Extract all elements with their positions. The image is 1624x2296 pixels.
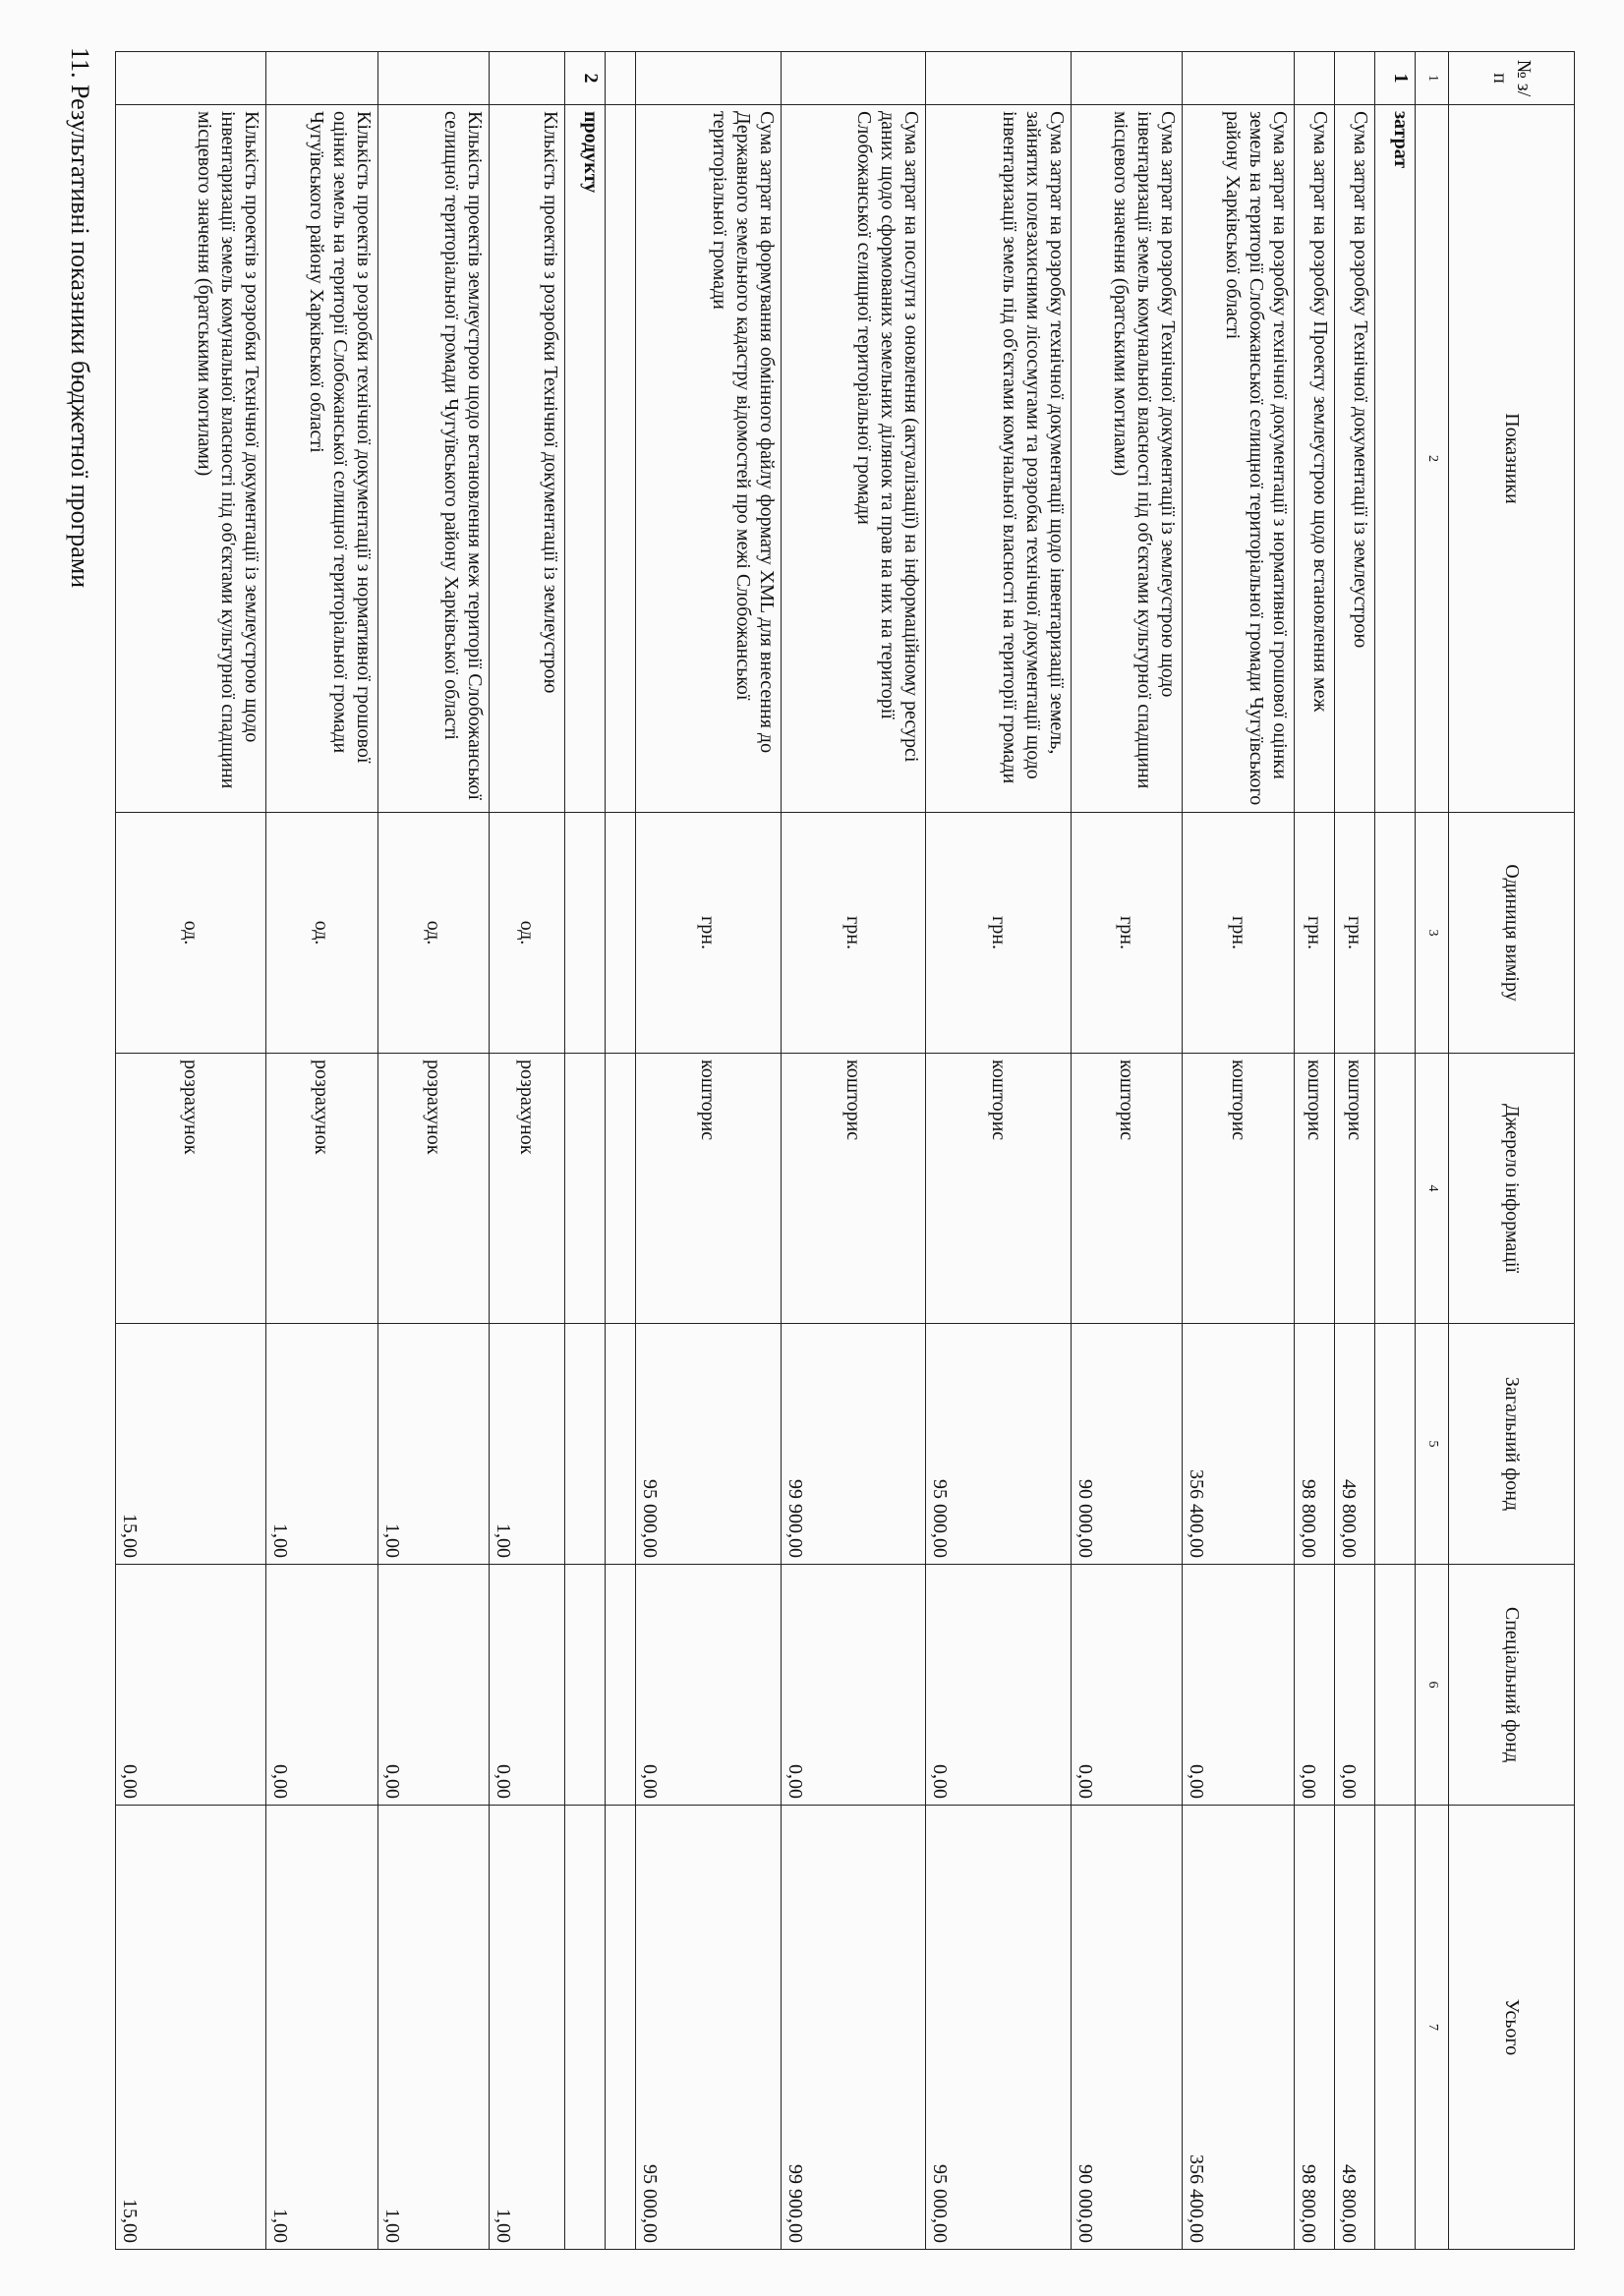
indicator-cell: Сума затрат на формування обмінного файлу формату XML для внесення до Державного земельного кадастру відомостей про межі Слобожанської територіальної громади xyxy=(636,105,782,813)
general-fund-cell: 99 900,00 xyxy=(781,1324,926,1565)
header-num: № з/п xyxy=(1449,52,1575,105)
special-fund-cell: 0,00 xyxy=(781,1565,926,1806)
total-cell: 1,00 xyxy=(377,1806,490,2250)
general-fund-cell: 15,00 xyxy=(116,1324,266,1565)
unit-cell: грн. xyxy=(636,813,782,1054)
section-num: 2 xyxy=(564,52,605,105)
table-row xyxy=(1334,52,1374,2250)
indicator-cell: Сума затрат на розробку Технічної документації із землеустрою xyxy=(1334,105,1374,813)
total-cell: 356 400,00 xyxy=(1183,1806,1294,2250)
general-fund-cell: 1,00 xyxy=(490,1324,565,1565)
table-row xyxy=(266,52,378,2250)
header-general: Загальний фонд xyxy=(1449,1324,1575,1565)
section-row-costs xyxy=(1375,52,1416,2250)
table-row xyxy=(377,52,490,2250)
general-fund-cell: 95 000,00 xyxy=(636,1324,782,1565)
general-fund-cell: 356 400,00 xyxy=(1183,1324,1294,1565)
indicator-cell: Кількість проектів з розробки Технічної документації із землеустрою xyxy=(490,105,565,813)
unit-cell: грн. xyxy=(1071,813,1182,1054)
source-cell: кошторис xyxy=(1183,1054,1294,1324)
section-label: продукту xyxy=(564,105,605,813)
unit-cell: од. xyxy=(266,813,378,1054)
col-number: 7 xyxy=(1416,1806,1449,2250)
table-row xyxy=(1294,52,1334,2250)
table-row xyxy=(1071,52,1182,2250)
table-row xyxy=(781,52,926,2250)
section-row-product xyxy=(564,52,605,2250)
source-cell: розрахунок xyxy=(266,1054,378,1324)
col-number: 1 xyxy=(1416,52,1449,105)
page-title: 11. Результативні показники бюджетної програми xyxy=(66,47,94,589)
total-cell: 98 800,00 xyxy=(1294,1806,1334,2250)
total-cell: 15,00 xyxy=(116,1806,266,2250)
indicator-cell: Сума затрат на розробку технічної документації з нормативної грошової оцінки земель на території Слобожанської селищної територіальної громади Чугуївського району Харківської області xyxy=(1183,105,1294,813)
section-num: 1 xyxy=(1375,52,1416,105)
total-cell: 95 000,00 xyxy=(636,1806,782,2250)
total-cell: 1,00 xyxy=(266,1806,378,2250)
general-fund-cell: 1,00 xyxy=(266,1324,378,1565)
source-cell: кошторис xyxy=(1294,1054,1334,1324)
special-fund-cell: 0,00 xyxy=(266,1565,378,1806)
total-cell: 90 000,00 xyxy=(1071,1806,1182,2250)
row-num xyxy=(636,52,782,105)
special-fund-cell: 0,00 xyxy=(1334,1565,1374,1806)
special-fund-cell: 0,00 xyxy=(1294,1565,1334,1806)
general-fund-cell: 95 000,00 xyxy=(926,1324,1072,1565)
unit-cell: од. xyxy=(116,813,266,1054)
row-num xyxy=(1071,52,1182,105)
col-number: 3 xyxy=(1416,813,1449,1054)
indicator-cell: Сума затрат на послуги з оновлення (актуалізації) на інформаційному ресурсі даних щодо сформованих земельних ділянок та прав на них на території Слобожанської селищної територіальної громади xyxy=(781,105,926,813)
header-indicator: Показники xyxy=(1449,105,1575,813)
indicators-table xyxy=(115,51,1575,2250)
source-cell: кошторис xyxy=(1334,1054,1374,1324)
col-number: 2 xyxy=(1416,105,1449,813)
table-row xyxy=(116,52,266,2250)
indicator-cell: Сума затрат на розробку Проекту землеустрою щодо встановлення меж xyxy=(1294,105,1334,813)
header-source: Джерело інформації xyxy=(1449,1054,1575,1324)
total-cell: 99 900,00 xyxy=(781,1806,926,2250)
special-fund-cell: 0,00 xyxy=(1071,1565,1182,1806)
col-number: 6 xyxy=(1416,1565,1449,1806)
row-num xyxy=(116,52,266,105)
header-unit: Одиниця виміру xyxy=(1449,813,1575,1054)
source-cell: розрахунок xyxy=(490,1054,565,1324)
general-fund-cell: 49 800,00 xyxy=(1334,1324,1374,1565)
general-fund-cell: 1,00 xyxy=(377,1324,490,1565)
header-special: Спеціальний фонд xyxy=(1449,1565,1575,1806)
source-cell: розрахунок xyxy=(377,1054,490,1324)
special-fund-cell: 0,00 xyxy=(636,1565,782,1806)
unit-cell: грн. xyxy=(926,813,1072,1054)
special-fund-cell: 0,00 xyxy=(377,1565,490,1806)
column-number-row xyxy=(1416,52,1449,2250)
row-num xyxy=(1183,52,1294,105)
unit-cell: грн. xyxy=(1183,813,1294,1054)
total-cell: 49 800,00 xyxy=(1334,1806,1374,2250)
col-number: 5 xyxy=(1416,1324,1449,1565)
unit-cell: грн. xyxy=(1294,813,1334,1054)
row-num xyxy=(266,52,378,105)
total-cell: 95 000,00 xyxy=(926,1806,1072,2250)
indicator-cell: Кількість проектів землеустрою щодо встановлення меж території Слобожанської селищної територіальної громади Чугуївського району Харківської області xyxy=(377,105,490,813)
table-row xyxy=(926,52,1072,2250)
table-row xyxy=(490,52,565,2250)
table-row xyxy=(1183,52,1294,2250)
indicator-cell: Кількість проектів з розробки технічної документації з нормативної грошової оцінки земель на території Слобожанської селищної територіальної громади Чугуївського району Харківської області xyxy=(266,105,378,813)
empty-row xyxy=(606,52,636,2250)
total-cell: 1,00 xyxy=(490,1806,565,2250)
row-num xyxy=(926,52,1072,105)
header-total: Усього xyxy=(1449,1806,1575,2250)
special-fund-cell: 0,00 xyxy=(116,1565,266,1806)
row-num xyxy=(1294,52,1334,105)
unit-cell: од. xyxy=(490,813,565,1054)
general-fund-cell: 90 000,00 xyxy=(1071,1324,1182,1565)
header-row xyxy=(1449,52,1575,2250)
unit-cell: грн. xyxy=(1334,813,1374,1054)
indicator-cell: Сума затрат на розробку Технічної документації із землеустрою щодо інвентаризації земель комунальної власності під об'єктами культурної спадщини місцевого значення (братськими могилами) xyxy=(1071,105,1182,813)
source-cell: кошторис xyxy=(1071,1054,1182,1324)
source-cell: кошторис xyxy=(926,1054,1072,1324)
unit-cell: од. xyxy=(377,813,490,1054)
row-num xyxy=(490,52,565,105)
indicator-cell: Кількість проектів з розробки Технічної документації із землеустрою щодо інвентаризації земель комунальної власності під об'єктами культурної спадщини місцевого значення (братськими могилами) xyxy=(116,105,266,813)
table-row xyxy=(636,52,782,2250)
source-cell: кошторис xyxy=(781,1054,926,1324)
row-num xyxy=(781,52,926,105)
source-cell: розрахунок xyxy=(116,1054,266,1324)
special-fund-cell: 0,00 xyxy=(926,1565,1072,1806)
general-fund-cell: 98 800,00 xyxy=(1294,1324,1334,1565)
row-num xyxy=(377,52,490,105)
col-number: 4 xyxy=(1416,1054,1449,1324)
special-fund-cell: 0,00 xyxy=(490,1565,565,1806)
special-fund-cell: 0,00 xyxy=(1183,1565,1294,1806)
indicator-cell: Сума затрат на розробку технічної документації щодо інвентаризації земель, зайнятих полезахисними лісосмугами та розробка технічної документації щодо інвентаризації земель під об'єктами комунальної власності на території громади xyxy=(926,105,1072,813)
row-num xyxy=(1334,52,1374,105)
unit-cell: грн. xyxy=(781,813,926,1054)
section-label: затрат xyxy=(1375,105,1416,813)
source-cell: кошторис xyxy=(636,1054,782,1324)
